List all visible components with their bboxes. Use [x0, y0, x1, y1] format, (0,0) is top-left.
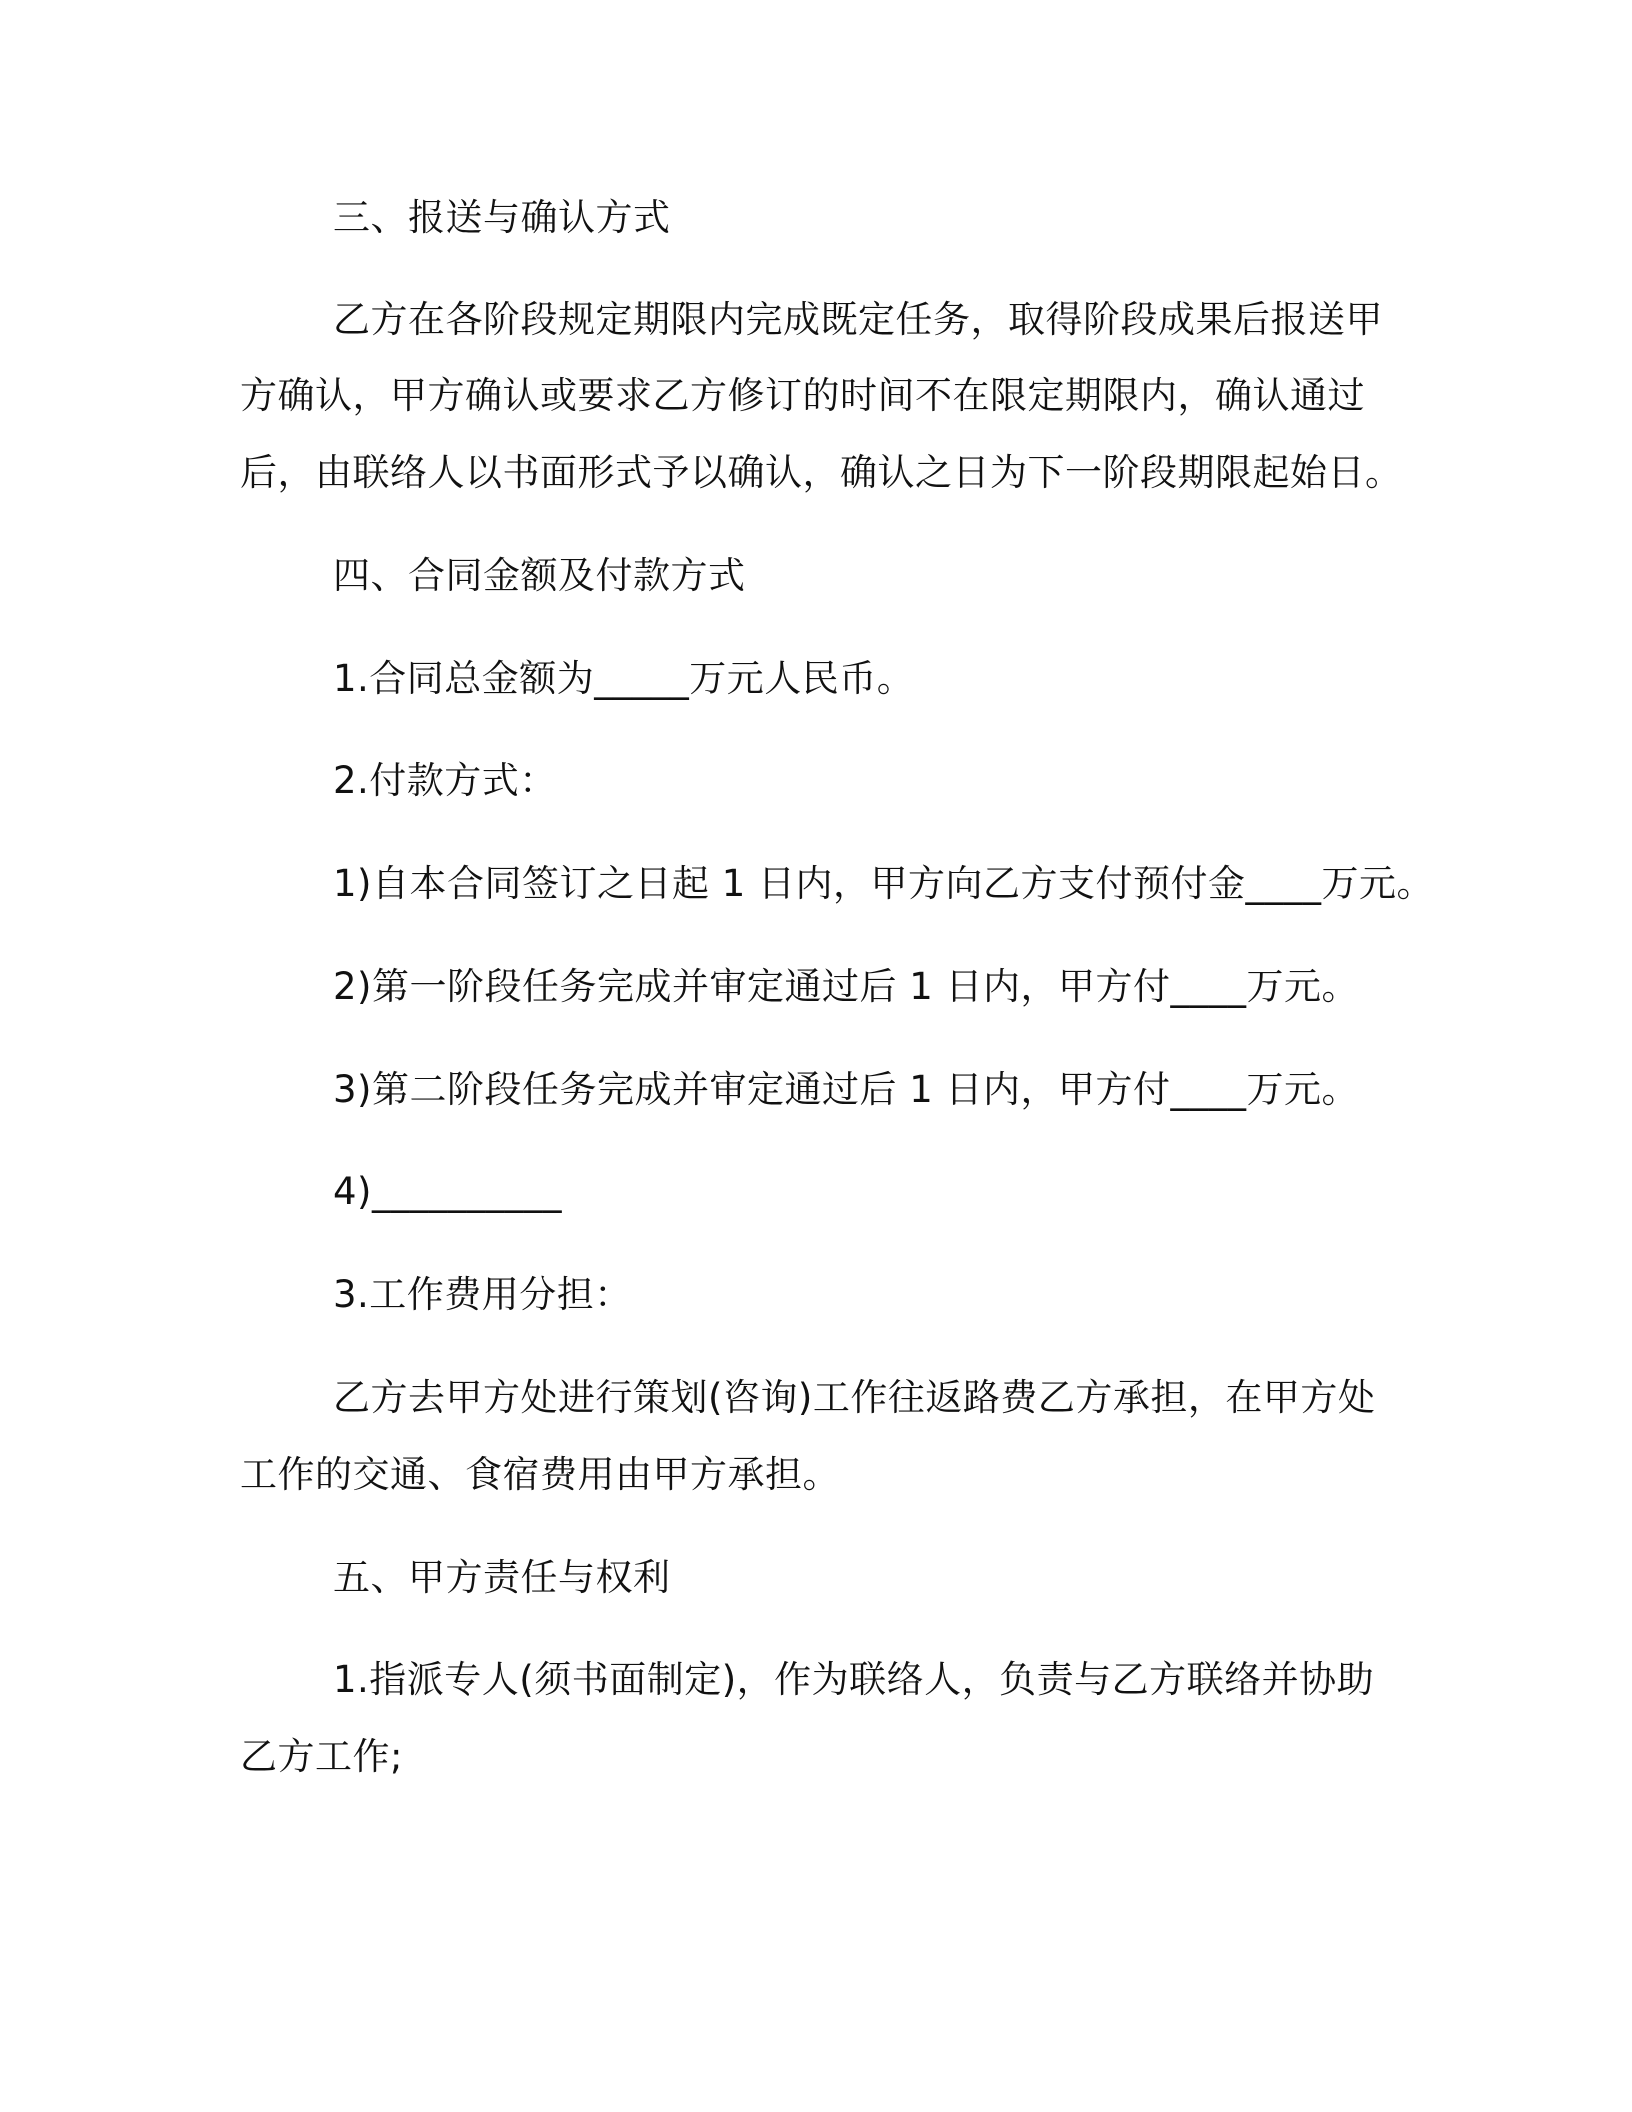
paragraph-line: 乙方去甲方处进行策划(咨询)工作往返路费乙方承担，在甲方处 [333, 1376, 1376, 1419]
clause-liaison: 1.指派专人(须书面制定)，作为联络人，负责与乙方联络并协助 [333, 1658, 1375, 1701]
section-heading-3: 三、报送与确认方式 [333, 196, 671, 239]
paragraph-line: 后，由联络人以书面形式予以确认，确认之日为下一阶段期限起始日。 [240, 451, 1403, 494]
section-heading-5: 五、甲方责任与权利 [333, 1556, 671, 1599]
payment-item-1: 1)自本合同签订之日起 1 日内，甲方向乙方支付预付金____万元。 [333, 862, 1435, 905]
paragraph-line: 乙方在各阶段规定期限内完成既定任务，取得阶段成果后报送甲 [333, 298, 1383, 341]
paragraph-line: 乙方工作; [240, 1735, 403, 1778]
paragraph-line: 工作的交通、食宿费用由甲方承担。 [240, 1453, 840, 1496]
clause-cost-sharing: 3.工作费用分担： [333, 1273, 632, 1316]
paragraph-line: 方确认，甲方确认或要求乙方修订的时间不在限定期限内，确认通过 [240, 374, 1365, 417]
payment-item-3: 3)第二阶段任务完成并审定通过后 1 日内，甲方付____万元。 [333, 1068, 1360, 1111]
payment-item-4: 4)__________ [333, 1170, 562, 1213]
clause-payment-method: 2.付款方式： [333, 759, 557, 802]
payment-item-2: 2)第一阶段任务完成并审定通过后 1 日内，甲方付____万元。 [333, 965, 1360, 1008]
section-heading-4: 四、合同金额及付款方式 [333, 554, 746, 597]
clause-total-amount: 1.合同总金额为_____万元人民币。 [333, 657, 915, 700]
